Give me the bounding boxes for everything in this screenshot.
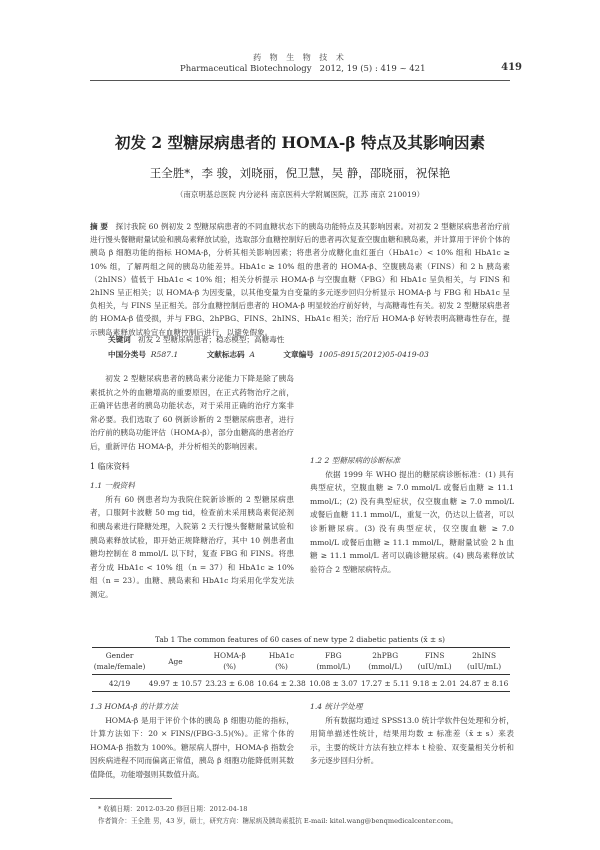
cell-homa-beta: 23.23 ± 6.08 bbox=[204, 675, 256, 692]
clc-label: 中国分类号 bbox=[108, 350, 146, 359]
table-row bbox=[92, 675, 510, 692]
keywords-text: 初发 2 型糖尿病患者；稳态模型；高糖毒性 bbox=[138, 335, 285, 344]
section-1-3-text: HOMA-β 是用于评价个体的胰岛 β 细胞功能的指标，计算方法如下：20 × FINS/(FBG-3.5)(%)。正常个体的 HOMA-β 指数为 100%。糖尿病人群中，HOMA-β 指数会因疾病进程不同而偏离正常值，胰岛 β 细胞功能降低则其数值降低，功能增强则其数值升高。 bbox=[90, 715, 294, 779]
abstract-text: 探讨我院 60 例初发 2 型糖尿病患者的不同血糖状态下的胰岛功能特点及其影响因素。对初发 2 型糖尿病患者治疗前进行馒头餐糖耐量试验和胰岛素释放试验，选取部分血糖控制好后的患者再次复查空腹血糖和胰岛素，并计算用于评价个体的胰岛 β 细胞功能的指标 HOMA-β，分析其相关影响因素；将患者分成糖化血红蛋白（HbA1c）< 10% 组和 HbA1c ≥ 10% 组，了解两组之间的胰岛功能差异。HbA1c ≥ 10% 组的患者的 HOMA-β、空腹胰岛素（FINS）和 2 h 胰岛素（2hINS）值低于 HbA1c < 10% 组；相关分析提示 HOMA-β 与空腹血糖（FBG）和 HbA1c 呈负相关，与 FINS 和 2hINS 呈正相关；以 HOMA-β 为因变量，以其他变量为自变量的多元逐步回归分析显示 HOMA-β 与 FBG 和 HbA1c 呈负相关，与 FINS 呈正相关。部分血糖控制后患者的 HOMA-β 明显较治疗前好转，与高糖毒性有关。初发 2 型糖尿病患者的 HOMA-β 值受损，并与 FBG、2hPBG、FINS、2hINS、HbA1c 相关；治疗后 HOMA-β 好转表明高糖毒性存在，提示胰岛素释放试验宜在血糖控制后进行，以避免假象。 bbox=[90, 222, 510, 337]
section-1-2-text: 依据 1999 年 WHO 提出的糖尿病诊断标准：(1) 具有典型症状，空腹血糖 ≥ 7.0 mmol/L 或餐后血糖 ≥ 11.1 mmol/L；(2) 没有典型症状，仅空腹血糖 ≥ 7.0 mmol/L 或餐后血糖 11.1 mmol/L，重复一次，仍达以上值者，可以诊断糖尿病。(3) 没有典型症状，仅空腹血糖 ≥ 7.0 mmol/L 或餐后血糖 ≥ 11.1 mmol/L，糖耐量试验 2 h 血糖 ≥ 11.1 mmol/L 者可以确诊糖尿病。(4) 胰岛素释放试验符合 2 型糖尿病特点。 bbox=[310, 469, 514, 574]
clc-value: R587.1 bbox=[150, 350, 179, 359]
journal-name-cn: 药 物 生 物 技 术 bbox=[253, 53, 347, 62]
section-1-2-heading: 1.2 2 型糖尿病的诊断标准 bbox=[310, 456, 401, 465]
section-1-3 bbox=[90, 700, 294, 782]
section-1-3-heading: 1.3 HOMA-β 的计算方法 bbox=[90, 702, 178, 711]
header-divider bbox=[90, 80, 510, 81]
col-header-gender: Gender (male/female) bbox=[92, 648, 147, 675]
affiliation: （南京明基总医院 内分泌科 南京医科大学附属医院，江苏 南京 210019） bbox=[175, 190, 425, 199]
cell-fins: 9.18 ± 2.01 bbox=[411, 675, 458, 692]
section-1-4 bbox=[310, 700, 514, 768]
col-header-2hins: 2hINS (uIU/mL) bbox=[458, 648, 510, 675]
footnote-received: * 收稿日期：2012-03-20 修回日期：2012-04-18 bbox=[98, 805, 248, 813]
footnote-author-info: 作者简介：王全胜 男，43 岁，硕士，研究方向：糖尿病及胰岛素抵抗 E-mail: kitel.wang@benqmedicalcenter.com。 bbox=[98, 817, 458, 825]
footnote-divider bbox=[90, 798, 172, 799]
article-title: 初发 2 型糖尿病患者的 HOMA-β 特点及其影响因素 bbox=[115, 133, 485, 152]
doc-code-value: A bbox=[249, 350, 255, 359]
cell-hba1c: 10.64 ± 2.38 bbox=[256, 675, 308, 692]
intro-paragraph: 初发 2 型糖尿病患者的胰岛素分泌能力下降是除了胰岛素抵抗之外的血糖增高的重要原因，在正式药物治疗之前，正确评估患者的胰岛功能状态，对于采用正确的治疗方案非常必要。我们选取了 60 例新诊断的 2 型糖尿病患者，进行治疗前的胰岛功能评估（HOMA-β），部分血糖高的患者治疗后，重新评估 HOMA-β，并分析相关的影响因素。 bbox=[90, 374, 294, 451]
keywords bbox=[108, 334, 284, 345]
cell-fbg: 10.08 ± 3.07 bbox=[307, 675, 359, 692]
section-1-heading: 1 临床资料 bbox=[90, 461, 130, 471]
table-1-caption: Tab 1 The common features of 60 cases of new type 2 diabetic patients (x̄ ± s) bbox=[155, 635, 445, 644]
cell-age: 49.97 ± 10.57 bbox=[147, 675, 204, 692]
abstract bbox=[90, 220, 510, 339]
table-header-row bbox=[92, 648, 510, 675]
keywords-label: 关键词 bbox=[108, 335, 131, 344]
journal-name-en: Pharmaceutical Biotechnology bbox=[180, 64, 312, 74]
col-header-fins: FINS (uIU/mL) bbox=[411, 648, 458, 675]
cell-gender: 42/19 bbox=[92, 675, 147, 692]
section-1-4-heading: 1.4 统计学处理 bbox=[310, 702, 363, 711]
author-list: 王全胜*，李 骏，刘晓丽，倪卫慧，吴 静，邵晓丽，祝保艳 bbox=[149, 166, 451, 180]
cell-2hpbg: 17.27 ± 5.11 bbox=[359, 675, 411, 692]
citation: 2012, 19 (5) : 419 ~ 421 bbox=[319, 64, 426, 74]
cell-2hins: 24.87 ± 8.16 bbox=[458, 675, 510, 692]
classification-line bbox=[108, 349, 455, 360]
section-1-1-text: 所有 60 例患者均为我院住院新诊断的 2 型糖尿病患者，口服阿卡波糖 50 mg tid，检查前未采用胰岛素促泌剂和胰岛素进行降糖处理，入院第 2 天行馒头餐糖耐量试验和胰岛素释放试验，即开始正规降糖治疗，其中 10 例患者血糖均控制在 8 mmol/L 以下时，复查 FBG 和 FINS。将患者分成 HbA1c < 10% 组（n = 37）和 HbA1c ≥ 10% 组（n = 23）。血糖、胰岛素和 HbA1c 均采用化学发光法测定。 bbox=[90, 494, 294, 599]
table-1 bbox=[92, 647, 510, 692]
section-1-4-text: 所有数据均通过 SPSS13.0 统计学软件包处理和分析，用简单描述性统计，结果用均数 ± 标准差（x̄ ± s）来表示，主要的统计方法有独立样本 t 检验、双变量相关分析和多元逐步回归分析。 bbox=[310, 715, 514, 766]
body-left-column bbox=[90, 372, 294, 599]
article-no-label: 文章编号 bbox=[283, 350, 314, 359]
article-no-value: 1005-8915(2012)05-0419-03 bbox=[318, 350, 429, 359]
abstract-label: 摘 要 bbox=[90, 222, 109, 231]
col-header-age: Age bbox=[147, 648, 204, 675]
col-header-fbg: FBG (mmol/L) bbox=[307, 648, 359, 675]
section-1-1-heading: 1.1 一般资料 bbox=[90, 481, 135, 491]
col-header-hba1c: HbA1c (%) bbox=[256, 648, 308, 675]
doc-code-label: 文献标志码 bbox=[206, 350, 245, 359]
body-right-column bbox=[310, 372, 514, 606]
col-header-2hpbg: 2hPBG (mmol/L) bbox=[359, 648, 411, 675]
page-number: 419 bbox=[501, 62, 522, 73]
journal-citation bbox=[180, 64, 426, 74]
col-header-homa-beta: HOMA-β (%) bbox=[204, 648, 256, 675]
